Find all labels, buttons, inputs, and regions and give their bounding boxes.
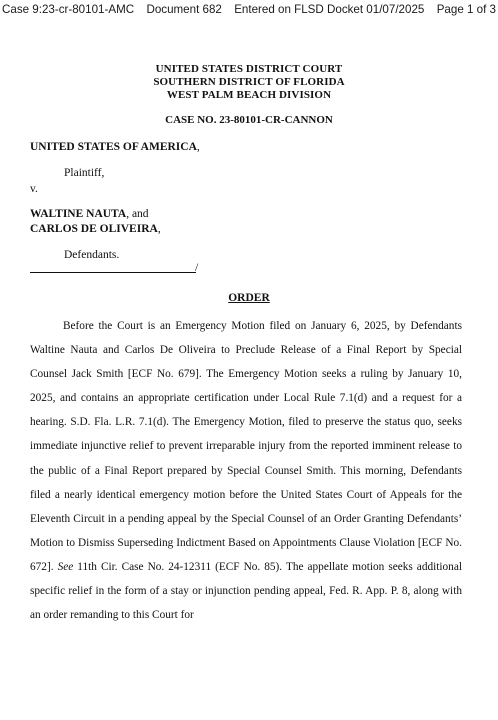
body-part-2: 11th Cir. Case No. 24-12311 (ECF No. 85). The appellate motion seeks additional specific relief in the form of a stay or injunction pending appeal, Fed. R. App. P. 8, along with an order remanding to this Court for [30,560,462,622]
plaintiff-comma: , [196,141,200,153]
defendant-1-line [30,208,149,220]
defendant-2-line [30,223,161,235]
order-body [30,314,462,627]
caption-slash: / [195,262,199,274]
defendant-1-name: WALTINE NAUTA [30,208,127,220]
court-line-3: WEST PALM BEACH DIVISION [166,89,332,101]
versus: v. [30,183,38,195]
defendant-2-name: CARLOS DE OLIVEIRA [30,223,158,235]
case-number: CASE NO. 23-80101-CR-CANNON [165,114,333,126]
court-line-2: SOUTHERN DISTRICT OF FLORIDA [153,76,345,88]
plaintiff-role: Plaintiff, [64,167,105,179]
see-signal: See [57,560,74,573]
court-heading [0,63,498,102]
body-part-1: Before the Court is an Emergency Motion filed on January 6, 2025, by Defendants Waltine Nauta and Carlos De Oliveira to Preclude Release of a Final Report by Special Counsel Jack Smith [ECF No. 679]. The Emergency Motion seeks a ruling by January 10, 2025, and contains an appropriate certification under Local Rule 7.1(d) and a request for a hearing. S.D. Fla. L.R. 7.1(d). The Emergency Motion, filed to preserve the status quo, seeks immediate injunctive relief to prevent irreparable injury from the reported imminent release to the public of a Final Report prepared by Special Counsel Smith. This morning, Defendants filed a nearly identical emergency motion before the United States Court of Appeals for the Eleventh Circuit in a pending appeal by the Special Counsel of an Order Granting Defendants’ Motion to Dismiss Superseding Indictment Based on Appointments Clause Violation [ECF No. 672]. [30,320,462,573]
order-title: ORDER [228,292,270,304]
stamp-entered: Entered on FLSD Docket 01/07/2025 [234,3,425,16]
defendant-role: Defendants. [64,249,120,261]
stamp-page: Page 1 of 3 [436,3,496,16]
stamp-case: Case 9:23-cr-80101-AMC [2,3,135,16]
stamp-document: Document 682 [146,3,222,16]
plaintiff-name: UNITED STATES OF AMERICA [30,141,197,153]
order-paragraph [30,314,462,627]
defendant-and: , and [126,208,149,220]
court-line-1: UNITED STATES DISTRICT COURT [155,63,343,75]
caption-rule [30,272,196,273]
docket-stamp [0,3,498,16]
defendant-2-comma: , [157,223,161,235]
plaintiff-name-line [30,141,200,153]
